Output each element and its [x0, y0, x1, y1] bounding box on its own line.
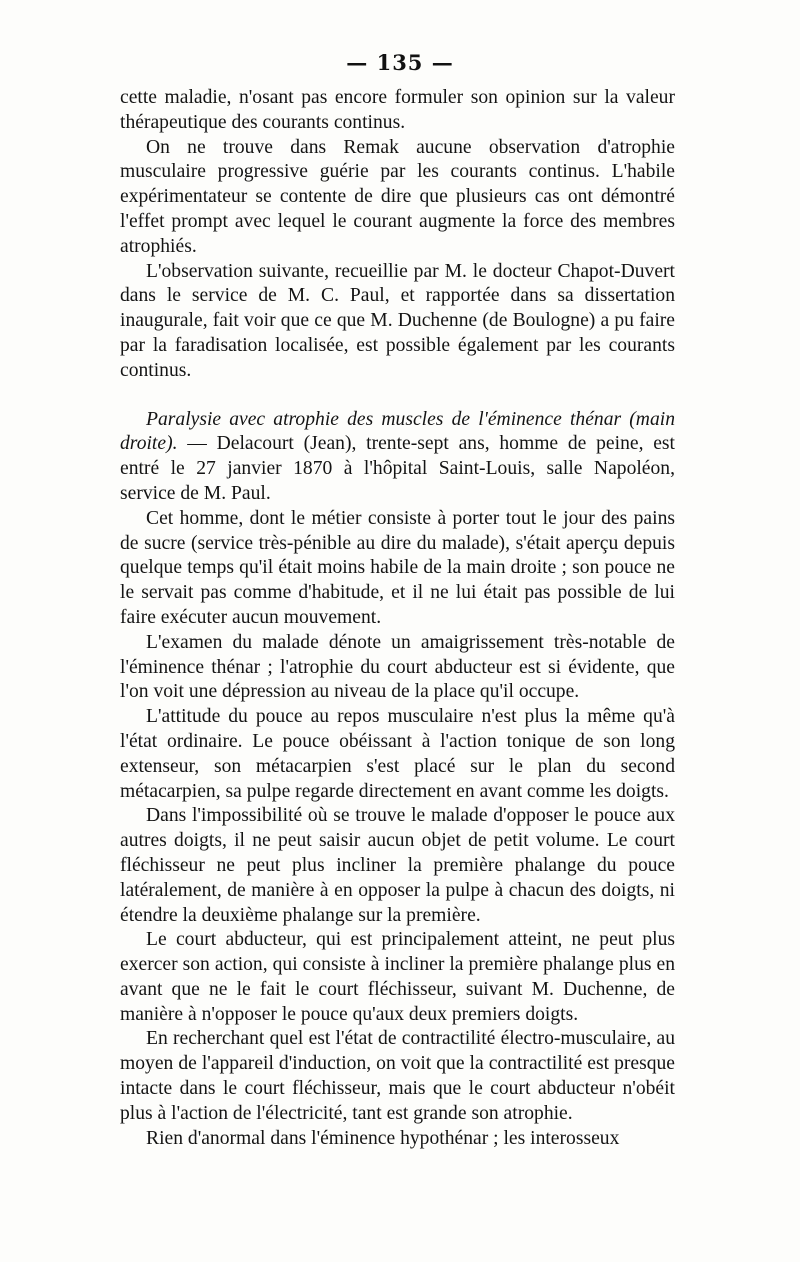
paragraph: Cet homme, dont le métier consiste à porter tout le jour des pains de sucre (service très-pénible au dire du malade), s'était aperçu depuis quelque temps qu'il était moins habile de la main droite ; son pouce ne le servait pas comme d'habitude, et il ne lui était pas possible de lui faire exécuter aucun mouvement.: [120, 507, 675, 628]
paragraph: Dans l'impossibilité où se trouve le malade d'opposer le pouce aux autres doigts, il ne peut saisir aucun objet de petit volume. Le court fléchisseur ne peut plus incliner la première phalange du pouce latéralement, de manière à en opposer la pulpe à chacun des doigts, ni étendre la deuxième phalange sur la première.: [120, 805, 675, 926]
observation-title: Paralysie avec atrophie des muscles de l'éminence thénar (main droite).: [120, 408, 675, 455]
observation-heading: [120, 408, 675, 507]
paragraph: En recherchant quel est l'état de contractilité électro-musculaire, au moyen de l'appareil d'induction, on voit que la contractilité est presque intacte dans le court fléchisseur, mais que le court abducteur n'obéit plus à l'action de l'électricité, tant est grande son atrophie.: [120, 1028, 675, 1124]
observation-patient-info: — Delacourt (Jean), trente-sept ans, homme de peine, est entré le 27 janvier 1870 à l'hôpital Saint-Louis, salle Napoléon, service de M. Paul.: [120, 433, 675, 504]
paragraph: On ne trouve dans Remak aucune observation d'atrophie musculaire progressive guérie par les courants continus. L'habile expérimentateur se contente de dire que plusieurs cas ont démontré l'effet prompt avec lequel le courant augmente la force des membres atrophiés.: [120, 136, 675, 257]
paragraph: Le court abducteur, qui est principalement atteint, ne peut plus exercer son action, qui consiste à incliner la première phalange plus en avant que ne le fait le court fléchisseur, suivant M. Duchenne, de manière à n'opposer le pouce qu'aux deux premiers doigts.: [120, 929, 675, 1025]
page-text: [120, 86, 675, 1151]
paragraph: L'examen du malade dénote un amaigrissement très-notable de l'éminence thénar ; l'atrophie du court abducteur est si évidente, que l'on voit une dépression au niveau de la place qu'il occupe.: [120, 631, 675, 703]
paragraph: cette maladie, n'osant pas encore formuler son opinion sur la valeur thérapeutique des courants continus.: [120, 87, 675, 133]
paragraph: L'attitude du pouce au repos musculaire n'est plus la même qu'à l'état ordinaire. Le pouce obéissant à l'action tonique de son long extenseur, son métacarpien s'est placé sur le plan du second métacarpien, sa pulpe regarde directement en avant comme les doigts.: [120, 706, 675, 802]
page-number: — 135 —: [346, 50, 454, 75]
paragraph: L'observation suivante, recueillie par M. le docteur Chapot-Duvert dans le service de M. C. Paul, et rapportée dans sa dissertation inaugurale, fait voir que ce que M. Duchenne (de Boulogne) a pu faire par la faradisation localisée, est possible également par les courants continus.: [120, 260, 675, 381]
paragraph: Rien d'anormal dans l'éminence hypothénar ; les interosseux: [146, 1127, 620, 1149]
